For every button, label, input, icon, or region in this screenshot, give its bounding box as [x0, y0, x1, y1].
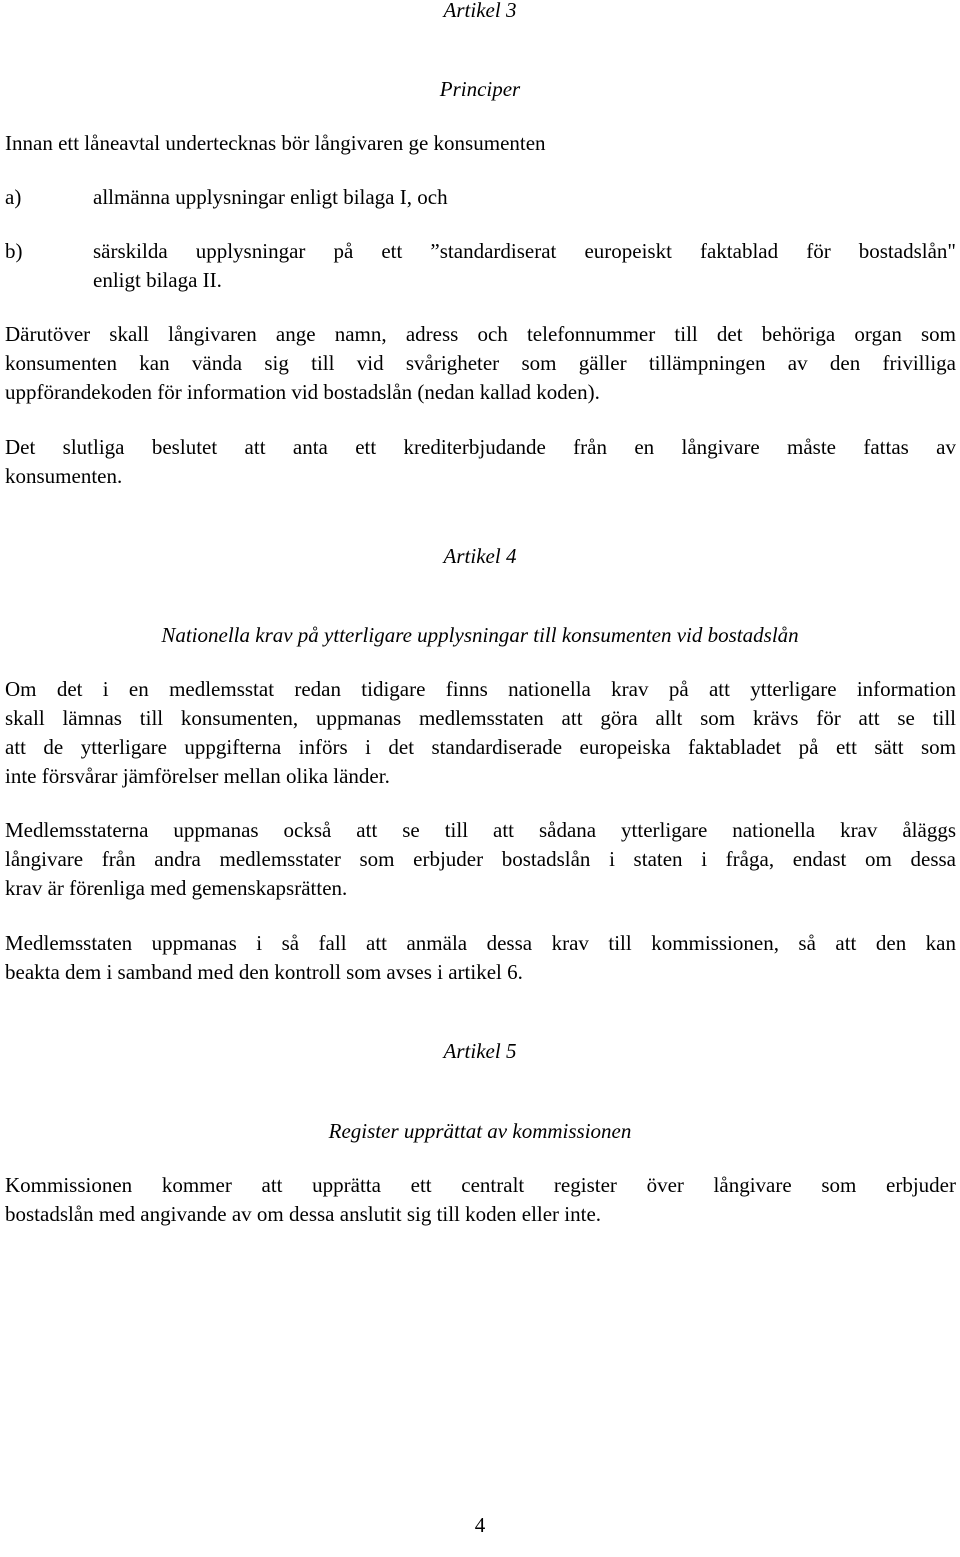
- text-line: krav är förenliga med gemenskapsrätten.: [5, 876, 348, 900]
- text-line: Om det i en medlemsstat redan tidigare finns nationella krav på att ytterligare information: [5, 677, 956, 701]
- text-line: konsumenten.: [5, 464, 123, 488]
- list-item-b-text: [93, 237, 956, 295]
- list-item-a-label: a): [5, 185, 22, 209]
- article-3-intro: Innan ett låneavtal undertecknas bör långivaren ge konsumenten: [5, 131, 546, 155]
- text-line: bostadslån med angivande av om dessa anslutit sig till koden eller inte.: [5, 1202, 602, 1226]
- text-line: Medlemsstaterna uppmanas också att se till att sådana ytterligare nationella krav åläggs: [5, 818, 956, 842]
- article-4-subtitle: Nationella krav på ytterligare upplysningar till konsumenten vid bostadslån: [161, 623, 799, 647]
- text-line: Det slutliga beslutet att anta ett krediterbjudande från en långivare måste fattas av: [5, 435, 956, 459]
- page-number: 4: [474, 1513, 486, 1537]
- article-3-title: Artikel 3: [443, 0, 517, 22]
- text-line: särskilda upplysningar på ett ”standardiserat europeiskt faktablad för bostadslån": [93, 239, 956, 263]
- list-item-a-text: allmänna upplysningar enligt bilaga I, och: [93, 185, 448, 209]
- article-3-subtitle: Principer: [439, 77, 521, 101]
- list-item-b-label: b): [5, 239, 23, 263]
- text-line: Medlemsstaten uppmanas i så fall att anmäla dessa krav till kommissionen, så att den kan: [5, 931, 956, 955]
- article-3-paragraph-2: [5, 320, 956, 407]
- text-line: konsumenten kan vända sig till vid svårigheter som gäller tillämpningen av den frivilliga: [5, 351, 956, 375]
- text-line: Kommissionen kommer att upprätta ett centralt register över långivare som erbjuder: [5, 1173, 956, 1197]
- text-line: skall lämnas till konsumenten, uppmanas medlemsstaten att göra allt som krävs för att se till: [5, 706, 956, 730]
- article-5-title: Artikel 5: [443, 1039, 517, 1063]
- article-4-paragraph-2: [5, 816, 956, 903]
- article-3-paragraph-3: [5, 433, 956, 491]
- text-line: beakta dem i samband med den kontroll som avses i artikel 6.: [5, 960, 523, 984]
- article-4-title: Artikel 4: [443, 544, 517, 568]
- text-line: enligt bilaga II.: [93, 268, 222, 292]
- text-line: långivare från andra medlemsstater som erbjuder bostadslån i staten i fråga, endast om dessa: [5, 847, 956, 871]
- article-5-subtitle: Register upprättat av kommissionen: [328, 1119, 632, 1143]
- text-line: att de ytterligare uppgifterna införs i det standardiserade europeiska faktabladet på ett sätt som: [5, 735, 956, 759]
- text-line: inte försvårar jämförelser mellan olika länder.: [5, 764, 390, 788]
- article-4-paragraph-3: [5, 929, 956, 987]
- article-4-paragraph-1: [5, 675, 956, 791]
- text-line: Därutöver skall långivaren ange namn, adress och telefonnummer till det behöriga organ som: [5, 322, 956, 346]
- article-5-paragraph-1: [5, 1171, 956, 1229]
- text-line: uppförandekoden för information vid bostadslån (nedan kallad koden).: [5, 380, 600, 404]
